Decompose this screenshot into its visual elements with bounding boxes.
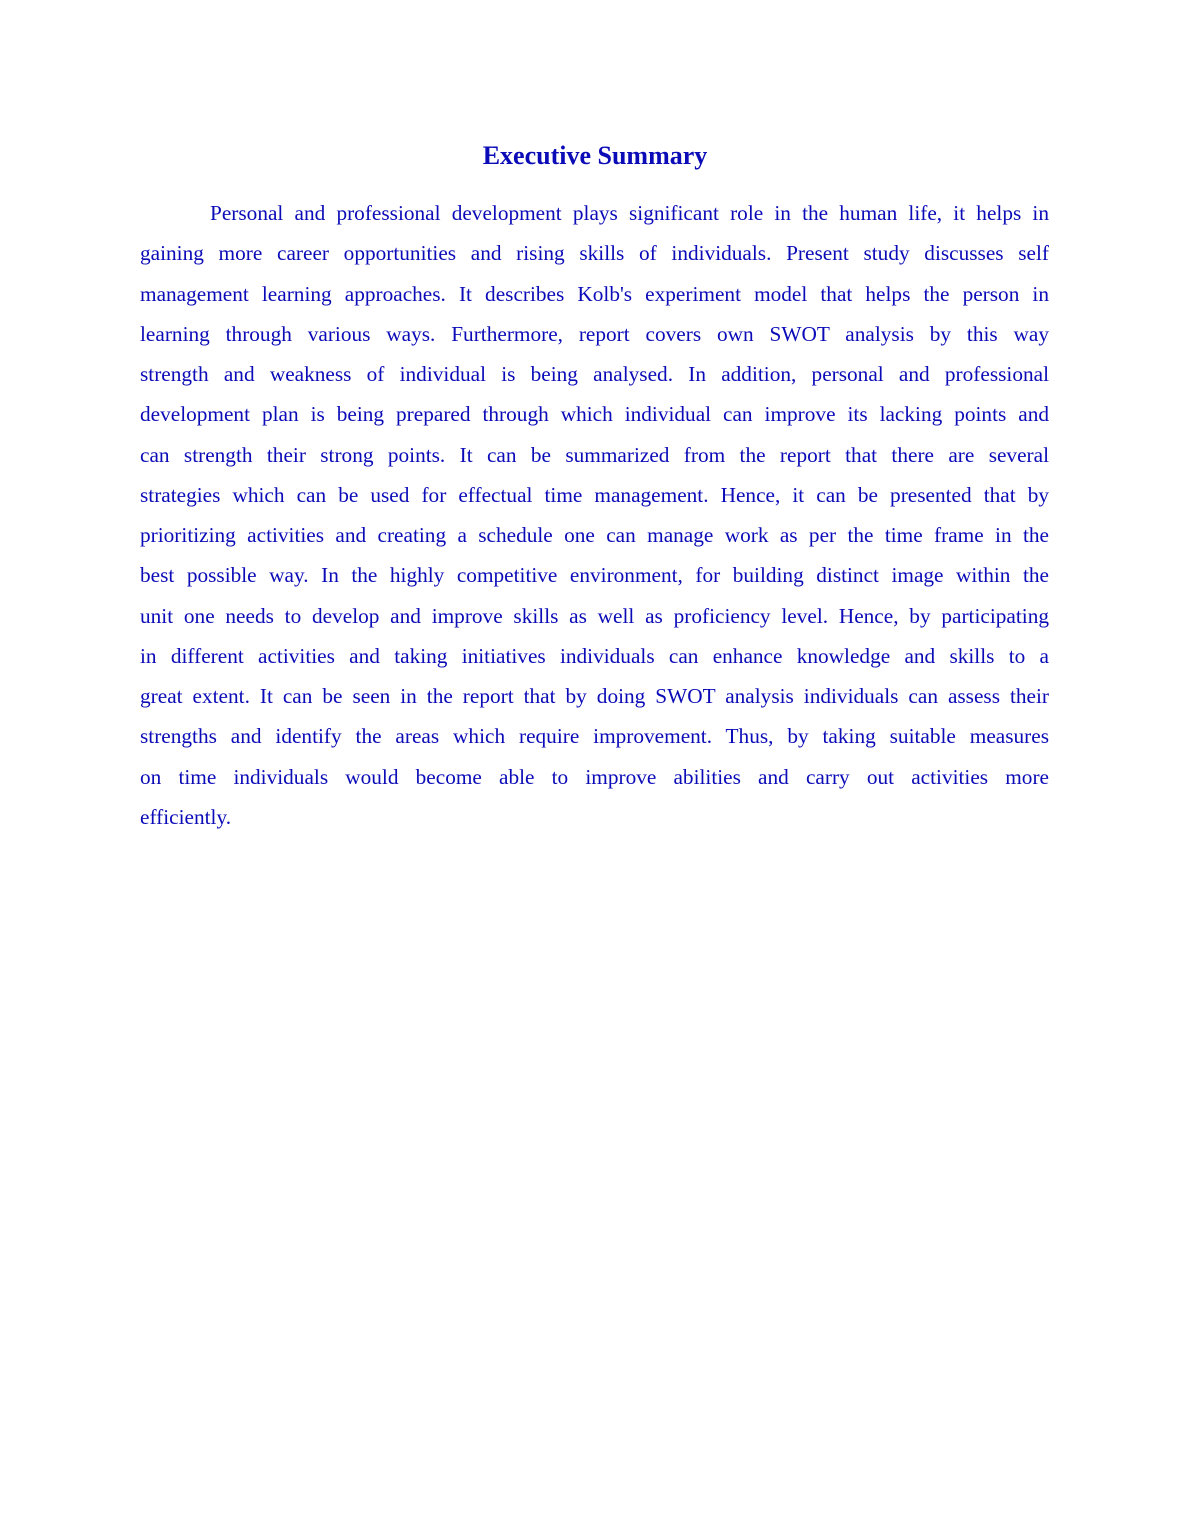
paragraph-line: great extent. It can be seen in the report that by doing SWOT analysis individuals can assess their: [140, 684, 1049, 709]
paragraph-line: unit one needs to develop and improve skills as well as proficiency level. Hence, by participating: [140, 603, 1049, 628]
paragraph-line: development plan is being prepared through which individual can improve its lacking points and: [140, 402, 1049, 427]
paragraph-line: learning through various ways. Furthermore, report covers own SWOT analysis by this way: [140, 321, 1049, 346]
paragraph-line: can strength their strong points. It can be summarized from the report that there are several: [140, 442, 1049, 467]
paragraph-line: prioritizing activities and creating a schedule one can manage work as per the time frame in the: [140, 523, 1049, 548]
page-title: Executive Summary: [482, 141, 708, 170]
paragraph-line: on time individuals would become able to improve abilities and carry out activities more: [140, 764, 1049, 789]
paragraph-line: Personal and professional development plays significant role in the human life, it helps in: [210, 201, 1049, 225]
paragraph-line: strengths and identify the areas which require improvement. Thus, by taking suitable measures: [140, 724, 1049, 749]
executive-summary-paragraph: [140, 196, 1049, 840]
paragraph-line: management learning approaches. It describes Kolb's experiment model that helps the person in: [140, 281, 1049, 306]
paragraph-line: best possible way. In the highly competitive environment, for building distinct image within the: [140, 563, 1049, 588]
paragraph-line: strength and weakness of individual is being analysed. In addition, personal and professional: [140, 362, 1049, 387]
paragraph-line: efficiently.: [140, 804, 232, 829]
paragraph-line: in different activities and taking initiatives individuals can enhance knowledge and skills to a: [140, 643, 1049, 668]
paragraph-line: gaining more career opportunities and rising skills of individuals. Present study discusses self: [140, 241, 1049, 266]
paragraph-line: strategies which can be used for effectual time management. Hence, it can be presented that by: [140, 482, 1049, 507]
